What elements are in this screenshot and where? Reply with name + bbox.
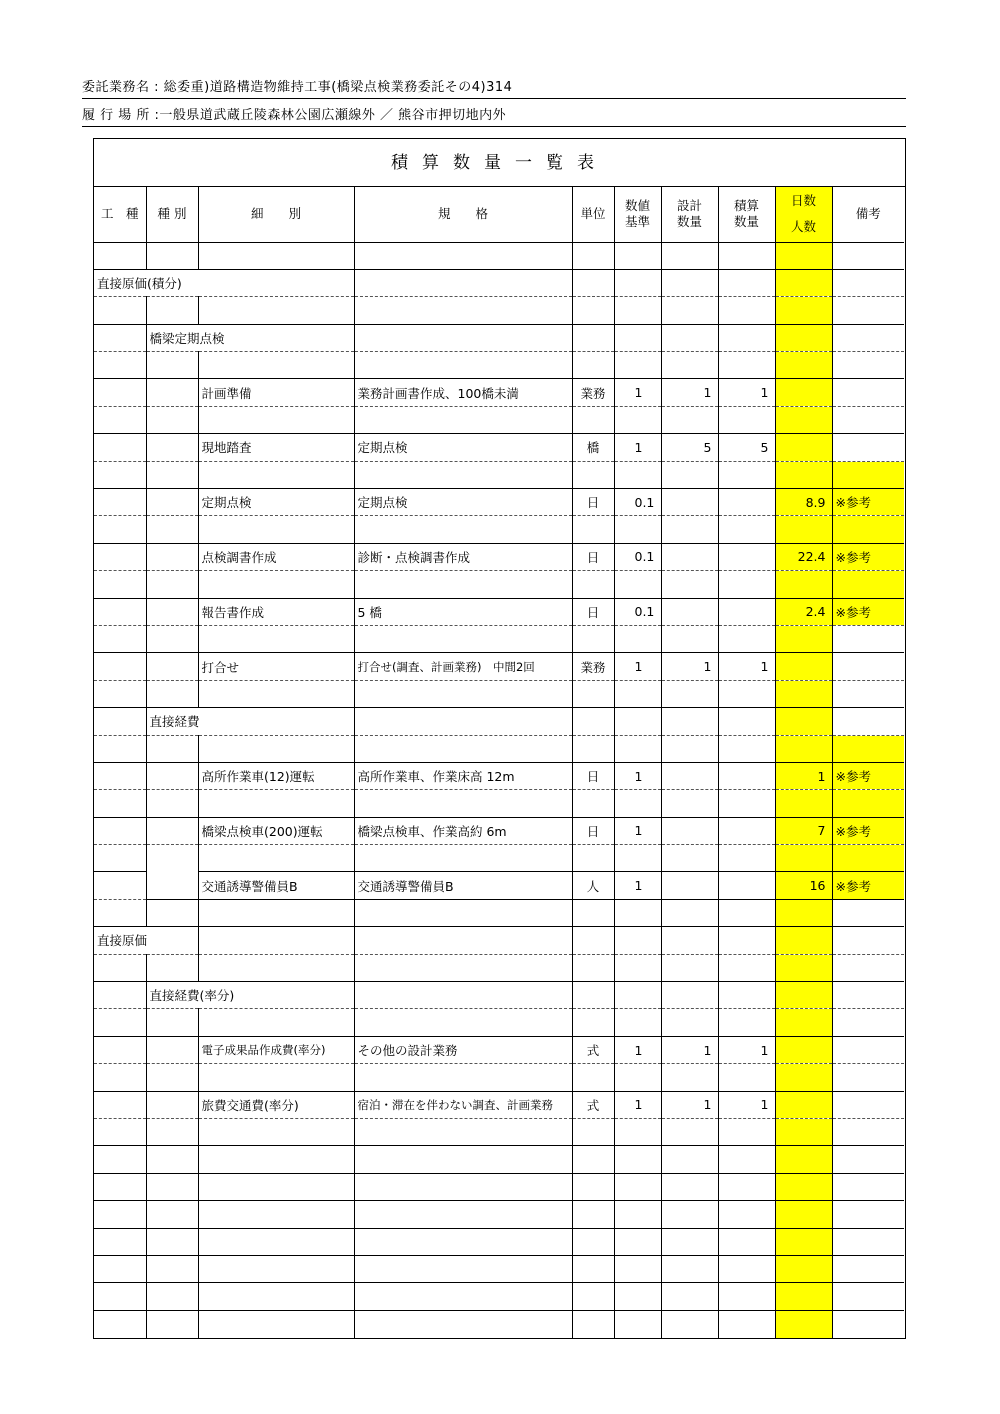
table-row xyxy=(94,516,904,543)
cell-note: ※参考 xyxy=(832,489,904,516)
cell-design: 1 xyxy=(661,1036,718,1063)
table-row xyxy=(94,489,904,516)
cell-calc: 1 xyxy=(718,379,775,406)
table-row xyxy=(94,242,904,269)
cell-calc: 1 xyxy=(718,1091,775,1118)
table-row xyxy=(94,872,904,899)
cell-unit: 日 xyxy=(572,489,614,516)
cell-note: ※参考 xyxy=(832,543,904,570)
cell-koushu: 直接原価 xyxy=(94,927,146,954)
cell-name: 計画準備 xyxy=(198,379,354,406)
cell-spec: 高所作業車、作業床高 12m xyxy=(354,762,572,789)
table-row xyxy=(94,269,904,296)
location-text: 履 行 場 所 :一般県道武蔵丘陵森林公園広瀬線外 ／ 熊谷市押切地内外 xyxy=(82,108,507,123)
cell-days: 8.9 xyxy=(775,489,832,516)
cell-base: 0.1 xyxy=(614,543,661,570)
cell-base: 1 xyxy=(614,1091,661,1118)
table-row xyxy=(94,352,904,379)
table-row xyxy=(94,1310,904,1337)
table-row xyxy=(94,625,904,652)
cell-unit: 橋 xyxy=(572,434,614,461)
contract-name xyxy=(82,76,906,95)
cell-shubetsu: 直接経費 xyxy=(146,708,198,735)
table-row xyxy=(94,543,904,570)
cell-unit: 業務 xyxy=(572,379,614,406)
cell-calc: 5 xyxy=(718,434,775,461)
cell-unit: 日 xyxy=(572,598,614,625)
table-row xyxy=(94,598,904,625)
cell-base: 1 xyxy=(614,434,661,461)
table-row xyxy=(94,571,904,598)
table-row xyxy=(94,297,904,324)
cell-unit: 日 xyxy=(572,543,614,570)
table-row xyxy=(94,1283,904,1310)
cell-name: 交通誘導警備員B xyxy=(198,872,354,899)
table-row xyxy=(94,1146,904,1173)
header-rule xyxy=(82,98,906,99)
cell-base: 0.1 xyxy=(614,489,661,516)
cell-note: ※参考 xyxy=(832,598,904,625)
cell-spec: 橋梁点検車、作業高約 6m xyxy=(354,817,572,844)
table-row xyxy=(94,680,904,707)
header-rule xyxy=(82,126,906,127)
col-saibetsu: 細 別 xyxy=(198,187,354,242)
cell-calc: 1 xyxy=(718,653,775,680)
contract-name-text: 委託業務名 : 総委重)道路構造物維持工事(橋梁点検業務委託その4)314 xyxy=(82,80,513,95)
cell-days: 22.4 xyxy=(775,543,832,570)
quantity-sheet xyxy=(93,138,906,1339)
table-row xyxy=(94,1036,904,1063)
cell-spec: 打合せ(調査、計画業務) 中間2回 xyxy=(354,653,572,680)
cell-name: 高所作業車(12)運転 xyxy=(198,762,354,789)
cell-days: 2.4 xyxy=(775,598,832,625)
cell-spec: 診断・点検調書作成 xyxy=(354,543,572,570)
cell-koushu: 直接原価(積分) xyxy=(94,269,146,296)
col-koushu: 工 種 xyxy=(94,187,146,242)
table-row xyxy=(94,461,904,488)
table-row xyxy=(94,1201,904,1228)
cell-base: 1 xyxy=(614,379,661,406)
table-row xyxy=(94,1064,904,1091)
cell-unit: 日 xyxy=(572,762,614,789)
header-row xyxy=(94,187,904,242)
cell-shubetsu: 橋梁定期点検 xyxy=(146,324,198,351)
table-row xyxy=(94,653,904,680)
cell-base: 1 xyxy=(614,872,661,899)
table-row xyxy=(94,1228,904,1255)
cell-days: 1 xyxy=(775,762,832,789)
table-row xyxy=(94,1255,904,1282)
cell-name: 橋梁点検車(200)運転 xyxy=(198,817,354,844)
col-nissu: 日数 人数 xyxy=(775,187,832,242)
sheet-title: 積算数量一覧表 xyxy=(94,139,905,187)
table-row xyxy=(94,982,904,1009)
cell-spec: その他の設計業務 xyxy=(354,1036,572,1063)
table-row xyxy=(94,324,904,351)
cell-spec: 定期点検 xyxy=(354,489,572,516)
table-row xyxy=(94,735,904,762)
cell-spec: 宿泊・滞在を伴わない調査、計画業務 xyxy=(354,1091,572,1118)
table-row xyxy=(94,899,904,926)
cell-design: 5 xyxy=(661,434,718,461)
table-row xyxy=(94,1173,904,1200)
cell-base: 1 xyxy=(614,762,661,789)
table-row xyxy=(94,1119,904,1146)
cell-unit: 人 xyxy=(572,872,614,899)
cell-name: 定期点検 xyxy=(198,489,354,516)
location xyxy=(82,104,906,123)
table-row xyxy=(94,1091,904,1118)
cell-unit: 式 xyxy=(572,1091,614,1118)
cell-spec: 交通誘導警備員B xyxy=(354,872,572,899)
col-sekkei: 設計 数量 xyxy=(661,187,718,242)
cell-base: 0.1 xyxy=(614,598,661,625)
cell-note: ※参考 xyxy=(832,872,904,899)
quantity-table xyxy=(94,187,904,1338)
cell-unit: 業務 xyxy=(572,653,614,680)
table-row xyxy=(94,790,904,817)
cell-unit: 日 xyxy=(572,817,614,844)
table-row xyxy=(94,845,904,872)
cell-unit: 式 xyxy=(572,1036,614,1063)
cell-spec: 定期点検 xyxy=(354,434,572,461)
cell-calc: 1 xyxy=(718,1036,775,1063)
table-row xyxy=(94,379,904,406)
col-biko: 備考 xyxy=(832,187,904,242)
cell-name: 打合せ xyxy=(198,653,354,680)
cell-name: 現地踏査 xyxy=(198,434,354,461)
cell-base: 1 xyxy=(614,817,661,844)
table-row xyxy=(94,1009,904,1036)
table-row xyxy=(94,954,904,981)
cell-name: 旅費交通費(率分) xyxy=(198,1091,354,1118)
cell-name: 点検調書作成 xyxy=(198,543,354,570)
table-row xyxy=(94,762,904,789)
cell-note: ※参考 xyxy=(832,762,904,789)
col-suchi: 数値 基準 xyxy=(614,187,661,242)
cell-shubetsu: 直接経費(率分) xyxy=(146,982,198,1009)
cell-design: 1 xyxy=(661,1091,718,1118)
cell-base: 1 xyxy=(614,1036,661,1063)
cell-design: 1 xyxy=(661,653,718,680)
cell-base: 1 xyxy=(614,653,661,680)
table-row xyxy=(94,434,904,461)
table-row xyxy=(94,927,904,954)
cell-days: 16 xyxy=(775,872,832,899)
cell-note: ※参考 xyxy=(832,817,904,844)
cell-spec: 業務計画書作成、100橋未満 xyxy=(354,379,572,406)
cell-days: 7 xyxy=(775,817,832,844)
table-row xyxy=(94,406,904,433)
col-kikaku: 規 格 xyxy=(354,187,572,242)
cell-name: 電子成果品作成費(率分) xyxy=(198,1036,354,1063)
col-sekisan: 積算 数量 xyxy=(718,187,775,242)
cell-design: 1 xyxy=(661,379,718,406)
cell-name: 報告書作成 xyxy=(198,598,354,625)
cell-spec: 5 橋 xyxy=(354,598,572,625)
table-row xyxy=(94,708,904,735)
table-row xyxy=(94,817,904,844)
col-tani: 単位 xyxy=(572,187,614,242)
col-shubetsu: 種 別 xyxy=(146,187,198,242)
